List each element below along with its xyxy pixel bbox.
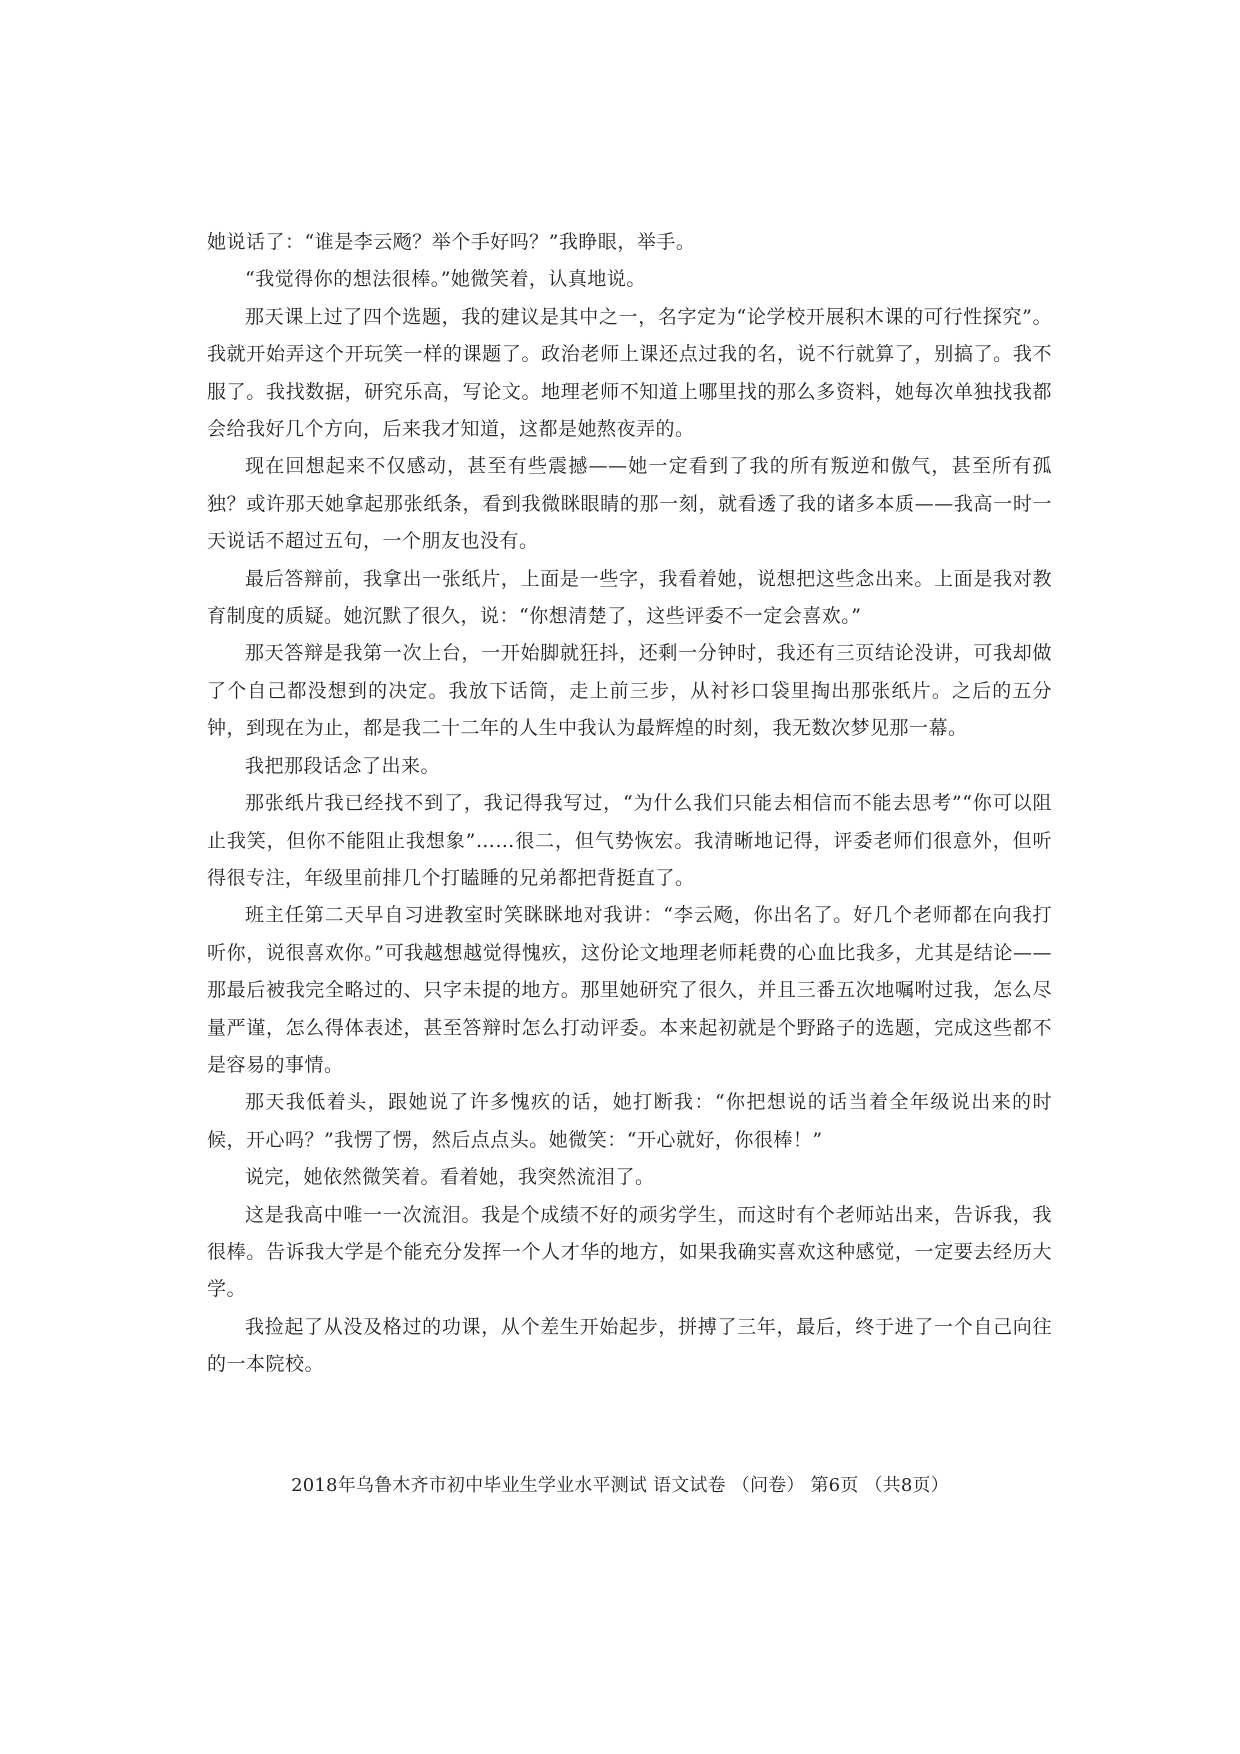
paragraph-3: 那天课上过了四个选题，我的建议是其中之一，名字定为“论学校开展积木课的可行性探究”。我就开始弄这个开玩笑一样的课题了。政治老师上课还点过我的名，说不行就算了，别搞了。我不服了。我找数据，研究乐高，写论文。地理老师不知道上哪里找的那么多资料，她每次单独找我都会给我好几个方向，后来我才知道，这都是她熬夜弄的。 — [207, 305, 1052, 441]
paragraph-4: 现在回想起来不仅感动，甚至有些震撼——她一定看到了我的所有叛逆和傲气，甚至所有孤独？或许那天她拿起那张纸条，看到我微眯眼睛的那一刻，就看透了我的诸多本质——我高一时一天说话不超过五句，一个朋友也没有。 — [207, 455, 1052, 553]
paragraph-9: 班主任第二天早自习进教室时笑眯眯地对我讲：“李云飏，你出名了。好几个老师都在向我打听你，说很喜欢你。”可我越想越觉得愧疚，这份论文地理老师耗费的心血比我多，尤其是结论——那最后被我完全略过的、只字未提的地方。那里她研究了很久，并且三番五次地嘱咐过我，怎么尽量严谨，怎么得体表述，甚至答辩时怎么打动评委。本来起初就是个野路子的选题，完成这些都不是容易的事情。 — [207, 904, 1052, 1076]
paragraph-10: 那天我低着头，跟她说了许多愧疚的话，她打断我：“你把想说的话当着全年级说出来的时候，开心吗？”我愣了愣，然后点点头。她微笑：“开心就好，你很棒！” — [207, 1091, 1052, 1151]
paragraph-1: 她说话了：“谁是李云飏？举个手好吗？”我睁眼，举手。 — [207, 231, 696, 253]
paragraph-2: “我觉得你的想法很棒。”她微笑着，认真地说。 — [245, 268, 646, 291]
paragraph-13: 我捡起了从没及格过的功课，从个差生开始起步，拼搏了三年，最后，终于进了一个自己向往的一本院校。 — [207, 1315, 1052, 1376]
paragraph-6: 那天答辩是我第一次上台，一开始脚就狂抖，还剩一分钟时，我还有三页结论没讲，可我却做了个自己都没想到的决定。我放下话筒，走上前三步，从衬衫口袋里掏出那张纸片。之后的五分钟，到现在为止，都是我二十二年的人生中我认为最辉煌的时刻，我无数次梦见那一幕。 — [207, 642, 1052, 740]
page-footer: 2018年乌鲁木齐市初中毕业生学业水平测试 语文试卷 （问卷） 第6页 （共8页） — [291, 1475, 949, 1496]
paragraph-7: 我把那段话念了出来。 — [245, 754, 441, 777]
article-body — [207, 224, 1052, 1384]
paragraph-5: 最后答辩前，我拿出一张纸片，上面是一些字，我看着她，说想把这些念出来。上面是我对教育制度的质疑。她沉默了很久，说：“你想清楚了，这些评委不一定会喜欢。” — [207, 567, 1052, 628]
paragraph-12: 这是我高中唯一一次流泪。我是个成绩不好的顽劣学生，而这时有个老师站出来，告诉我，我很棒。告诉我大学是个能充分发挥一个人才华的地方，如果我确实喜欢这种感觉，一定要去经历大学。 — [207, 1203, 1052, 1301]
paragraph-8: 那张纸片我已经找不到了，我记得我写过，“为什么我们只能去相信而不能去思考”“你可以阻止我笑，但你不能阻止我想象”……很二，但气势恢宏。我清晰地记得，评委老师们很意外，但听得很专注，年级里前排几个打瞌睡的兄弟都把背挺直了。 — [207, 792, 1052, 889]
paragraph-11: 说完，她依然微笑着。看着她，我突然流泪了。 — [245, 1166, 655, 1189]
